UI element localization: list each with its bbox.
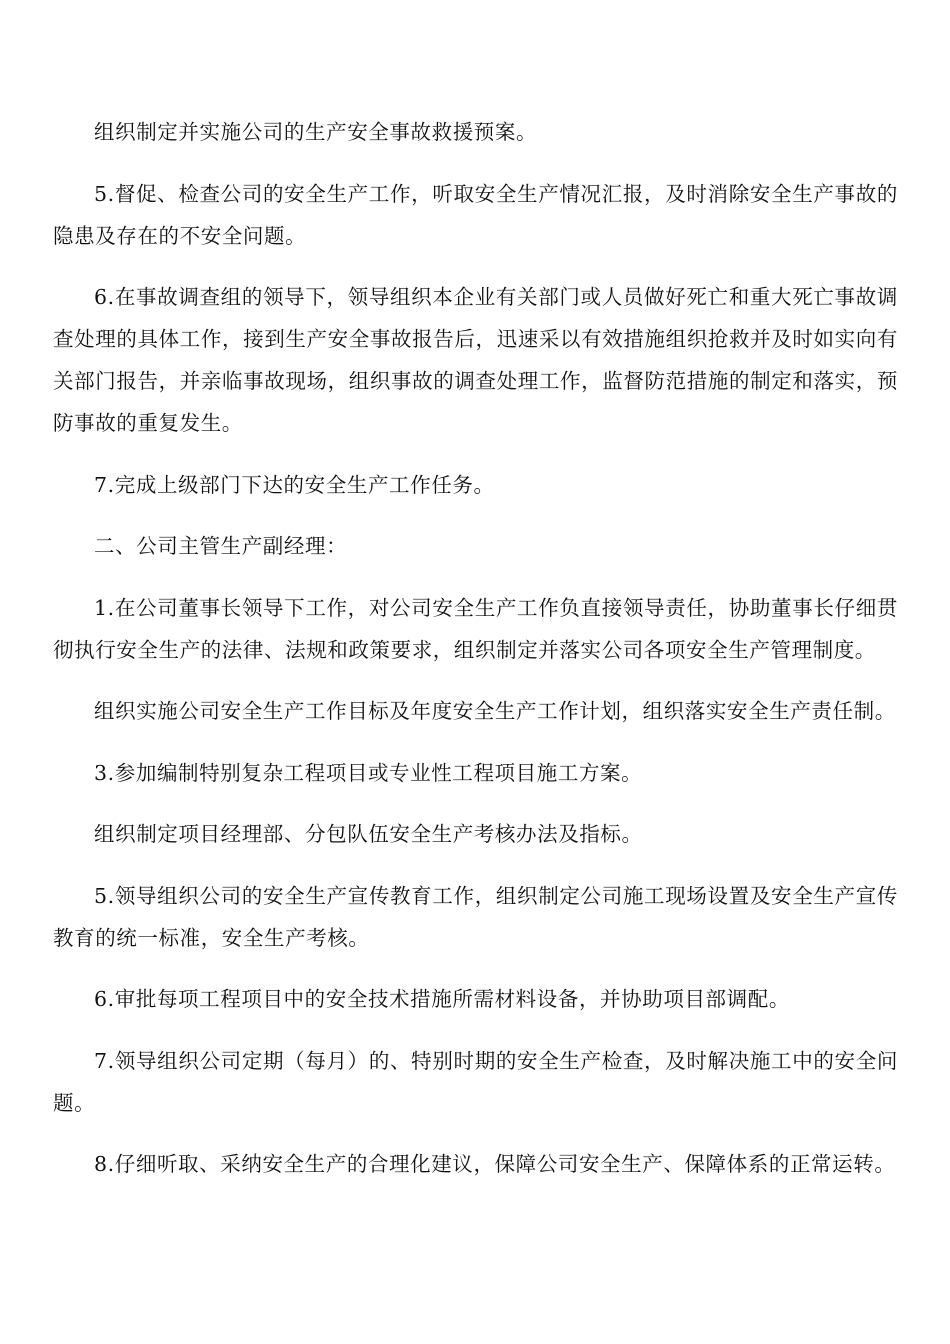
paragraph-item-3-construction-plan: 3.参加编制特别复杂工程项目或专业性工程项目施工方案。 xyxy=(94,760,643,785)
paragraph-item-6-approve-materials: 6.审批每项工程项目中的安全技术措施所需材料设备，并协助项目部调配。 xyxy=(94,987,790,1011)
paragraph-item-5-supervise: 5.督促、检查公司的安全生产工作，听取安全生产情况汇报，及时消除安全生产事故的隐患及存在的不安全问题。 xyxy=(53,181,898,248)
paragraph-item-1-deputy-duties: 1.在公司董事长领导下工作，对公司安全生产工作负直接领导责任，协助董事长仔细贯彻执行安全生产的法律、法规和政策要求，组织制定并落实公司各项安全生产管理制度。 xyxy=(53,595,898,662)
section-heading-deputy-manager: 二、公司主管生产副经理： xyxy=(94,534,348,558)
paragraph-item-7-inspection: 7.领导组织公司定期（每月）的、特别时期的安全生产检查，及时解决施工中的安全问题。 xyxy=(53,1048,898,1115)
paragraph-item-5-education: 5.领导组织公司的安全生产宣传教育工作，组织制定公司施工现场设置及安全生产宣传教育的统一标准，安全生产考核。 xyxy=(53,883,898,950)
document-body xyxy=(53,111,898,1205)
paragraph-safety-targets: 组织实施公司安全生产工作目标及年度安全生产工作计划，组织落实安全生产责任制。 xyxy=(94,699,896,723)
paragraph-item-8-suggestions: 8.仔细听取、采纳安全生产的合理化建议，保障公司安全生产、保障体系的正常运转。 xyxy=(94,1152,896,1176)
paragraph-rescue-plan: 组织制定并实施公司的生产安全事故救援预案。 xyxy=(94,120,538,144)
paragraph-item-7-complete-tasks: 7.完成上级部门下达的安全生产工作任务。 xyxy=(94,472,495,497)
paragraph-assessment-methods: 组织制定项目经理部、分包队伍安全生产考核办法及指标。 xyxy=(94,822,643,846)
paragraph-item-6-accident-investigation: 6.在事故调查组的领导下，领导组织本企业有关部门或人员做好死亡和重大死亡事故调查处理的具体工作，接到生产安全事故报告后，迅速采以有效措施组织抢救并及时如实向有关部门报告，并亲临事故现场，组织事故的调查处理工作，监督防范措施的制定和落实，预防事故的重复发生。 xyxy=(53,285,898,435)
